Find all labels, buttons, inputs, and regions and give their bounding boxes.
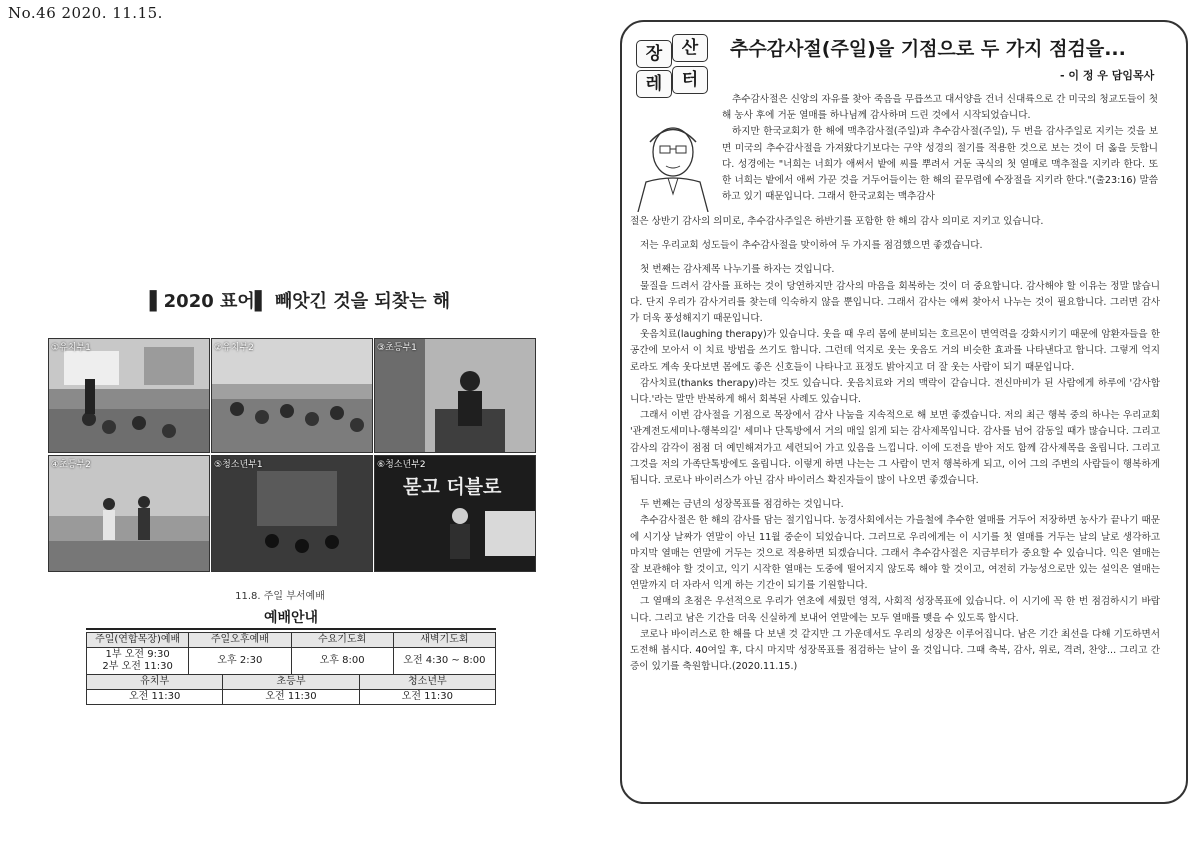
- header-dawn-prayer: 새벽기도회: [393, 633, 495, 648]
- youth-time: 오전 11:30: [359, 690, 495, 705]
- photo-image: [212, 339, 372, 452]
- photo-youth-1: [211, 455, 373, 572]
- header-elementary: 초등부: [223, 675, 359, 690]
- photo-label: ③초등부1: [377, 343, 417, 353]
- paragraph: 감사치료(thanks therapy)라는 것도 있습니다. 웃음치료와 거의 맥락이 같습니다. 전신마비가 된 사람에게 하루에 '감사합니다.'라는 말만 반복하게 해서 회복된 사례도 있습니다.: [630, 377, 1160, 406]
- badge-char: 레: [636, 70, 672, 98]
- worship-schedule: [86, 607, 496, 705]
- photo-kindergarten-2: [211, 338, 373, 453]
- header-kindergarten: 유치부: [87, 675, 223, 690]
- paragraph: 저는 우리교회 성도들이 추수감사절을 맞이하여 두 가지를 점검했으면 좋겠습니다.: [640, 240, 983, 252]
- badge-char: 터: [672, 66, 708, 94]
- department-table: [86, 674, 496, 705]
- photo-elementary-1: [374, 338, 536, 453]
- photo-kindergarten-1: [48, 338, 210, 453]
- badge-char: 산: [672, 34, 708, 62]
- photo-image: [49, 456, 209, 571]
- paragraph: 하지만 한국교회가 한 해에 맥추감사절(주일)과 추수감사절(주일), 두 번을 감사주일로 지키는 것을 보면 미국의 추수감사절을 가져왔다기보다는 구약 성경의 절기를 적용한 것으로 보는 것이 더 옳을 듯합니다. 성경에는 "너희는 너희가 애써서 밭에 씨를 뿌려서 거둔 곡식의 첫 열매로 맥추절을 지키라 한다. 또한 너희는 밭에서 애써 가꾼 것을 거두어들이는 한 해의 끝무렵에 수장절을 지키라 한다."(출23:16) 말씀하고 있기 때문입니다. 그래서 한국교회는 맥추감사: [722, 126, 1158, 203]
- paragraph: 첫 번째는 감사제목 나누기를 하자는 것입니다.: [640, 264, 835, 276]
- letter-body: [630, 214, 1160, 675]
- photo-image: [212, 456, 372, 571]
- letter-title: 추수감사절(주일)을 기점으로 두 가지 점검을...: [730, 38, 1126, 60]
- sunday-time-1: 1부 오전 9:30: [105, 649, 170, 660]
- header-youth: 청소년부: [359, 675, 495, 690]
- paragraph: 그 열매의 초점은 우선적으로 우리가 연초에 세웠던 영적, 사회적 성장목표에 있습니다. 이 시기에 꼭 한 번 점검하시기 바랍니다. 그리고 남은 기간을 더욱 신실하게 보내어 연말에는 모두 열매를 맺을 수 있도록 합시다.: [630, 596, 1160, 624]
- paragraph: 두 번째는 금년의 성장목표를 점검하는 것입니다.: [640, 499, 844, 511]
- paragraph: 절은 상반기 감사의 의미로, 추수감사주일은 하반기를 포함한 한 해의 감사 의미로 지키고 있습니다.: [630, 216, 1044, 227]
- header-wednesday-prayer: 수요기도회: [291, 633, 393, 648]
- photo-image: [49, 339, 209, 452]
- sunday-afternoon-time: 오후 2:30: [189, 648, 291, 675]
- issue-number: No.46 2020. 11.15.: [8, 4, 163, 22]
- header-sunday-service: 주일(연합목장)예배: [87, 633, 189, 648]
- youth-banner-text: 묻고 더블로: [403, 476, 502, 498]
- photo-label: ⑥청소년부2: [377, 460, 426, 470]
- kindergarten-time: 오전 11:30: [87, 690, 223, 705]
- photo-elementary-2: [48, 455, 210, 572]
- worship-table: [86, 632, 496, 675]
- photo-image: [375, 339, 535, 452]
- letter-column-badge: [636, 40, 708, 100]
- photo-label: ①유치부1: [51, 343, 91, 353]
- elementary-time: 오전 11:30: [223, 690, 359, 705]
- dawn-prayer-time: 오전 4:30 ~ 8:00: [393, 648, 495, 675]
- badge-char: 장: [636, 40, 672, 68]
- photo-label: ⑤청소년부1: [214, 460, 263, 470]
- photo-grid: [48, 338, 534, 570]
- wednesday-prayer-time: 오후 8:00: [291, 648, 393, 675]
- paragraph: 코로나 바이러스로 한 해를 다 보낸 것 같지만 그 가운데서도 우리의 성장은 이루어집니다. 남은 기간 최선을 다해 기도하면서 도전해 봅시다. 40여일 후, 다시 마지막 성장목표를 점검하는 날이 올 것입니다. 그때 축복, 감사, 위로, 격려, 찬양... 그리고 간증이 있기를 축원합니다.(2020.11.15.): [630, 628, 1160, 673]
- letter-intro: [722, 92, 1158, 205]
- year-motto: ▌2020 표어▌ 빼앗긴 것을 되찾는 해: [149, 291, 451, 312]
- paragraph: 그래서 이번 감사절을 기점으로 목장에서 감사 나눔을 지속적으로 해 보면 좋겠습니다. 저의 최근 행복 중의 하나는 우리교회 '관계전도세미나-행복의길' 세미나 단톡방에서 거의 매일 읽게 되는 감사제목입니다. 감사를 넘어 감동일 때가 많습니다. 그리고 감사의 감각이 점점 더 예민해져가고 세련되어 가고 있음을 느낍니다. 이에 도전을 받아 저도 함께 감사제목을 올립니다. 그리고 그것을 저의 가족단톡방에도 올립니다. 이렇게 하면 나는는 그 사람이 먼저 행복하게 되고, 이어 그의 주변의 사람들이 행복하게 됩니다. 코로나 바이러스가 아닌 감사 바이러스 확진자들이 많이 나오면 좋겠습니다.: [630, 410, 1160, 487]
- photo-caption: 11.8. 주일 부서예배: [235, 591, 325, 602]
- photo-youth-2: [374, 455, 536, 572]
- paragraph: 추수감사절은 한 해의 감사를 담는 절기입니다. 농경사회에서는 가을철에 추수한 열매를 거두어 저장하면 농사가 끝나기 때문에 시기상 날짜가 연말이 아닌 11월 중순이 되었습니다. 그러므로 우리에게는 이 시기를 첫 열매를 거두는 날의 날로 생각하고 마지막 열매는 연말에 거두는 것으로 적용하면 되겠습니다. 그래서 추수감사절은 지금부터가 중요할 수 있습니다. 익은 열매는 잘 보관해야 할 것이고, 익기 시작한 열매는 도중에 떨어지지 않도록 해야 할 것이고, 여전히 가능성으로만 있는 설익은 열매는 연말까지 더 자라서 익게 하는 기간이 되기를 기원합니다.: [630, 515, 1160, 592]
- header-sunday-afternoon: 주일오후예배: [189, 633, 291, 648]
- photo-label: ④초등부2: [51, 460, 91, 470]
- pastor-portrait-sketch: [630, 112, 716, 212]
- worship-title: 예배안내: [86, 607, 496, 630]
- sunday-service-times: [87, 648, 189, 675]
- sunday-time-2: 2부 오전 11:30: [102, 661, 173, 672]
- letter-author: - 이 정 우 담임목사: [1060, 69, 1155, 82]
- paragraph: 물질을 드려서 감사를 표하는 것이 당연하지만 감사의 마음을 회복하는 것이 더 중요합니다. 감사해야 할 이유는 정말 많습니다. 단지 우리가 감사거리를 찾는데 익숙하지 않을 뿐입니다. 그래서 감사는 애써 찾아서 나누는 것이 필요합니다. 그러면 감사가 더욱 풍성해지기 때문입니다.: [630, 280, 1160, 325]
- paragraph: 추수감사절은 신앙의 자유를 찾아 죽음을 무릅쓰고 대서양을 건너 신대륙으로 간 미국의 청교도들이 첫 해 농사 후에 거둔 열매를 하나님께 감사하며 드린 것에서 시작되었습니다.: [722, 94, 1158, 122]
- paragraph: 웃음치료(laughing therapy)가 있습니다. 웃을 때 우리 몸에 분비되는 호르몬이 면역력을 강화시키기 때문에 암환자들을 한 공간에 모아서 이 치료 방법을 쓰기도 합니다. 그런데 억지로 웃는 웃음도 거의 비슷한 효과를 나타낸다고 합니다. 그렇게 억지로라도 계속 웃다보면 몸에도 좋은 신호들이 나타나고 표정도 밝아지고 더 잘 웃는 사람이 되기 때문입니다.: [630, 329, 1160, 373]
- photo-label: ②유치부2: [214, 343, 254, 353]
